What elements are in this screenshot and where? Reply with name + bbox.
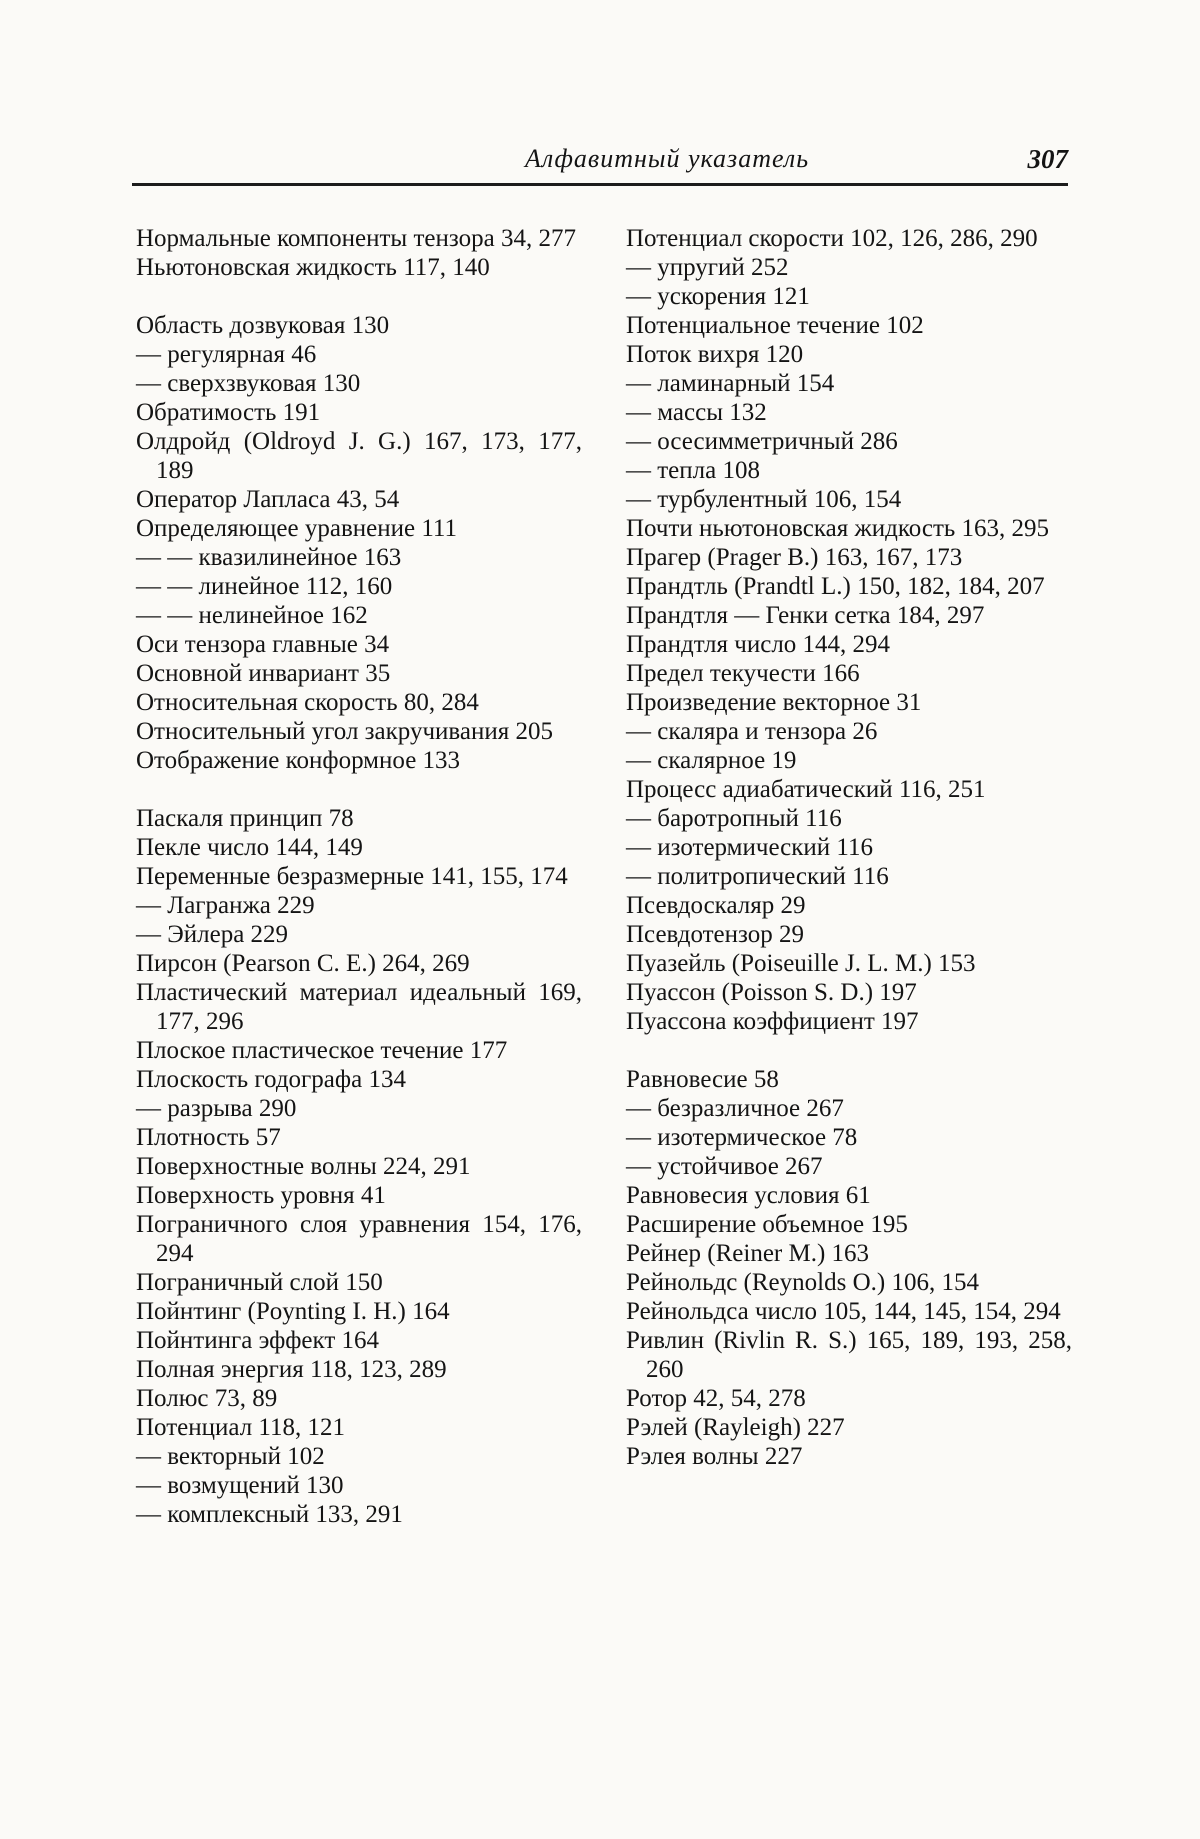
index-entry: Потенциальное течение 102 <box>626 312 924 339</box>
index-entry: Пойнтинг (Poynting I. H.) 164 <box>136 1298 450 1325</box>
index-entry: Пограничный слой 150 <box>136 1269 383 1296</box>
index-entry: Область дозвуковая 130 <box>136 312 390 339</box>
index-entry: Поток вихря 120 <box>626 341 804 368</box>
index-entry: Расширение объемное 195 <box>626 1211 908 1238</box>
index-entry: — — нелинейное 162 <box>136 602 368 629</box>
index-entry: Оси тензора главные 34 <box>136 631 390 658</box>
index-entry: Поверхностные волны 224, 291 <box>136 1153 471 1180</box>
index-entry: — политропический 116 <box>626 863 889 890</box>
index-entry: Пирсон (Pearson C. E.) 264, 269 <box>136 950 470 977</box>
index-entry: — регулярная 46 <box>136 341 317 368</box>
index-entry: — Эйлера 229 <box>136 921 289 948</box>
index-entry: Пограничного слоя уравнения 154, 176, 294 <box>136 1211 582 1267</box>
index-entry: Плоское пластическое течение 177 <box>136 1037 508 1064</box>
section-gap <box>626 1036 1072 1065</box>
index-entry: Рейнольдса число 105, 144, 145, 154, 294 <box>626 1298 1061 1325</box>
index-entry: — ламинарный 154 <box>626 370 835 397</box>
index-entry: Относительный угол закручивания 205 <box>136 718 554 745</box>
section-gap <box>136 775 582 804</box>
index-column-right <box>626 224 1072 1471</box>
index-entry: Рэлея волны 227 <box>626 1443 803 1470</box>
index-entry: — — линейное 112, 160 <box>136 573 393 600</box>
page-number: 307 <box>1027 144 1068 174</box>
index-entry: Относительная скорость 80, 284 <box>136 689 479 716</box>
index-entry: Плоскость годографа 134 <box>136 1066 406 1093</box>
index-entry: Процесс адиабатический 116, 251 <box>626 776 986 803</box>
index-entry: — тепла 108 <box>626 457 760 484</box>
index-entry: — комплексный 133, 291 <box>136 1501 403 1528</box>
index-entry: — сверхзвуковая 130 <box>136 370 361 397</box>
index-entry: Равновесия условия 61 <box>626 1182 871 1209</box>
running-head-title: Алфавитный указатель <box>524 144 810 173</box>
index-entry: Прандтля — Генки сетка 184, 297 <box>626 602 985 629</box>
index-entry: Прандтля число 144, 294 <box>626 631 891 658</box>
index-entry: Плотность 57 <box>136 1124 281 1151</box>
index-entry: Прагер (Prager B.) 163, 167, 173 <box>626 544 963 571</box>
index-entry: Потенциал 118, 121 <box>136 1414 345 1441</box>
index-entry: — баротропный 116 <box>626 805 842 832</box>
index-entry: — векторный 102 <box>136 1443 325 1470</box>
index-entry: — возмущений 130 <box>136 1472 344 1499</box>
index-entry: Пуассона коэффициент 197 <box>626 1008 919 1035</box>
index-entry: Прандтль (Prandtl L.) 150, 182, 184, 207 <box>626 573 1045 600</box>
index-entry: — изотермический 116 <box>626 834 873 861</box>
index-entry: — осесимметричный 286 <box>626 428 898 455</box>
index-entry: Полюс 73, 89 <box>136 1385 278 1412</box>
index-entry: — изотермическое 78 <box>626 1124 858 1151</box>
index-entry: — Лагранжа 229 <box>136 892 315 919</box>
index-entry: Олдройд (Oldroyd J. G.) 167, 173, 177, 189 <box>136 428 582 484</box>
index-entry: Отображение конформное 133 <box>136 747 461 774</box>
index-entry: — турбулентный 106, 154 <box>626 486 902 513</box>
section-gap <box>136 282 582 311</box>
index-entry: Определяющее уравнение 111 <box>136 515 457 542</box>
index-entry: Основной инвариант 35 <box>136 660 391 687</box>
index-entry: Обратимость 191 <box>136 399 321 426</box>
index-entry: Оператор Лапласа 43, 54 <box>136 486 400 513</box>
index-entry: — скалярное 19 <box>626 747 797 774</box>
index-entry: Пластический материал идеальный 169, 177, 296 <box>136 979 582 1035</box>
running-head <box>132 140 1068 184</box>
index-entry: Псевдоскаляр 29 <box>626 892 806 919</box>
header-rule <box>132 183 1068 186</box>
index-entry: Почти ньютоновская жидкость 163, 295 <box>626 515 1050 542</box>
index-entry: Рэлей (Rayleigh) 227 <box>626 1414 845 1441</box>
index-entry: Ривлин (Rivlin R. S.) 165, 189, 193, 258, 260 <box>626 1327 1072 1383</box>
index-entry: Равновесие 58 <box>626 1066 779 1093</box>
index-entry: — скаляра и тензора 26 <box>626 718 878 745</box>
index-entry: Полная энергия 118, 123, 289 <box>136 1356 447 1383</box>
index-entry: Произведение векторное 31 <box>626 689 922 716</box>
index-entry: Ротор 42, 54, 278 <box>626 1385 806 1412</box>
index-entry: Переменные безразмерные 141, 155, 174 <box>136 863 568 890</box>
index-entry: Пекле число 144, 149 <box>136 834 363 861</box>
index-entry: Пойнтинга эффект 164 <box>136 1327 380 1354</box>
index-entry: Рейнольдс (Reynolds O.) 106, 154 <box>626 1269 979 1296</box>
index-entry: — безразличное 267 <box>626 1095 844 1122</box>
index-entry: Пуазейль (Poiseuille J. L. M.) 153 <box>626 950 976 977</box>
index-entry: Поверхность уровня 41 <box>136 1182 386 1209</box>
index-entry: Пуассон (Poisson S. D.) 197 <box>626 979 917 1006</box>
index-entry: — разрыва 290 <box>136 1095 297 1122</box>
index-entry: Рейнер (Reiner M.) 163 <box>626 1240 870 1267</box>
index-entry: — массы 132 <box>626 399 767 426</box>
index-entry: Псевдотензор 29 <box>626 921 805 948</box>
index-column-left <box>136 224 582 1529</box>
index-entry: Предел текучести 166 <box>626 660 860 687</box>
index-entry: — — квазилинейное 163 <box>136 544 402 571</box>
index-entry: — ускорения 121 <box>626 283 810 310</box>
index-entry: Ньютоновская жидкость 117, 140 <box>136 254 490 281</box>
index-entry: Паскаля принцип 78 <box>136 805 354 832</box>
index-entry: — упругий 252 <box>626 254 789 281</box>
index-entry: Потенциал скорости 102, 126, 286, 290 <box>626 225 1038 252</box>
index-entry: — устойчивое 267 <box>626 1153 823 1180</box>
index-entry: Нормальные компоненты тензора 34, 277 <box>136 225 576 252</box>
